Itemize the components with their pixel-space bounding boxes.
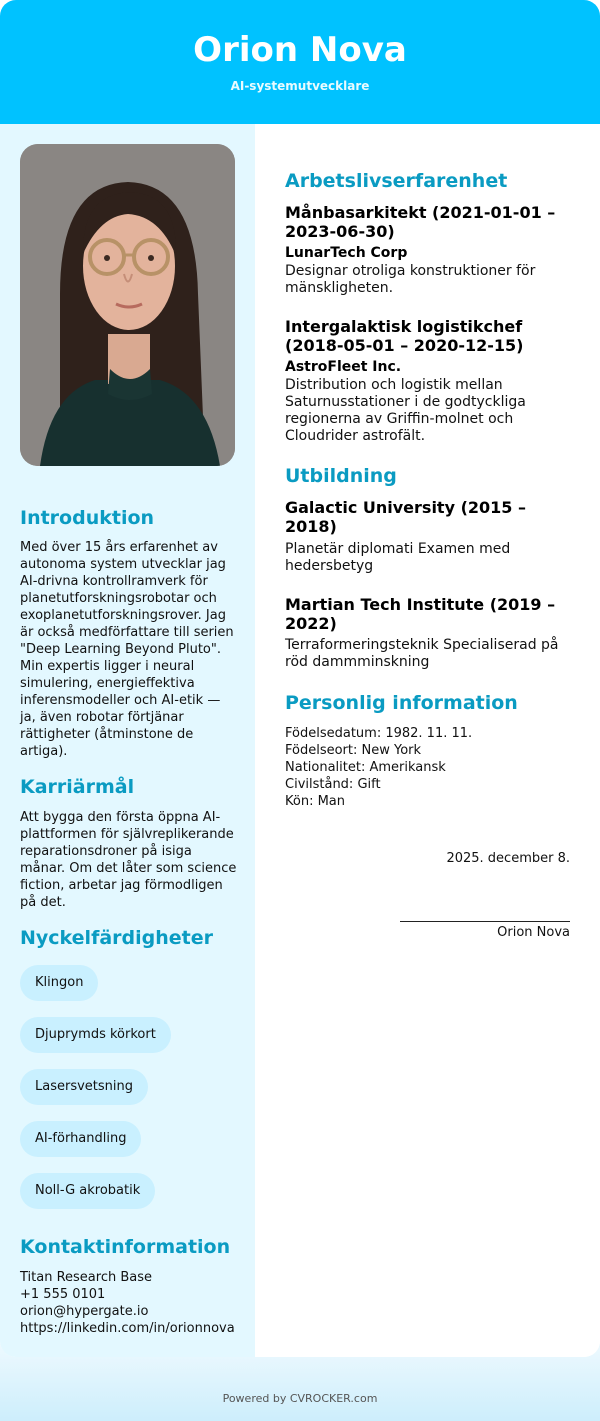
experience-heading: Arbetslivserfarenhet (285, 170, 508, 192)
job-title: Intergalaktisk logistikchef (2018-05-01 – 2020-12-15) (285, 317, 524, 355)
skill-pill: Djuprymds körkort (20, 1017, 171, 1053)
sidebar (0, 124, 255, 1357)
candidate-role: AI-systemutvecklare (230, 79, 370, 93)
personal-nationality: Nationalitet: Amerikansk (285, 760, 446, 775)
personal-civil-status: Civilstånd: Gift (285, 777, 381, 792)
contact-heading: Kontaktinformation (20, 1236, 231, 1258)
goal-text: Att bygga den första öppna AI-plattformen för självreplikerande reparationsdroner på isiga månar. Om det låter som science fiction, arbetar jag förmodligen på det. (20, 810, 237, 910)
contact-linkedin[interactable]: https://linkedin.com/in/orionnova (20, 1321, 235, 1336)
signature-line (400, 921, 570, 922)
contact-address: Titan Research Base (20, 1270, 153, 1285)
goal-heading: Karriärmål (20, 776, 135, 798)
candidate-name: Orion Nova (193, 30, 407, 70)
education-title: Galactic University (2015 – 2018) (285, 498, 526, 536)
intro-heading: Introduktion (20, 507, 155, 529)
signature-name: Orion Nova (497, 925, 570, 940)
skill-pill: Klingon (20, 965, 98, 1001)
skill-pill: AI-förhandling (20, 1121, 141, 1157)
job-title: Månbasarkitekt (2021-01-01 – 2023-06-30) (285, 203, 556, 241)
footer-credit[interactable]: Powered by CVROCKER.com (222, 1392, 378, 1405)
contact-phone[interactable]: +1 555 0101 (20, 1287, 106, 1302)
profile-photo (20, 144, 235, 466)
job-company: LunarTech Corp (285, 245, 408, 261)
portrait-image (20, 144, 235, 466)
skill-pill: Noll-G akrobatik (20, 1173, 155, 1209)
skills-heading: Nyckelfärdigheter (20, 927, 213, 949)
job-description: Distribution och logistik mellan Saturnusstationer i de godtyckliga regionerna av Griffin-molnet och Cloudrider astrofält. (285, 377, 526, 444)
personal-birthplace: Födelseort: New York (285, 743, 422, 758)
document-date: 2025. december 8. (446, 851, 570, 866)
contact-email[interactable]: orion@hypergate.io (20, 1304, 149, 1319)
skill-pill: Lasersvetsning (20, 1069, 148, 1105)
personal-birthdate: Födelsedatum: 1982. 11. 11. (285, 726, 473, 741)
education-title: Martian Tech Institute (2019 – 2022) (285, 595, 556, 633)
education-description: Planetär diplomati Examen med hedersbetyg (285, 541, 511, 574)
intro-text: Med över 15 års erfarenhet av autonoma system utvecklar jag AI-drivna kontrollramverk för planetutforskningsrobotar och exoplanetutforskningsrover. Jag är också medförfattare till serien "Deep Learning Beyond Pluto". Min expertis ligger i neural simulering, energieffektiva inferensmodeller och AI-etik — ja, även robotar förtjänar rättigheter (åtminstone de artiga). (20, 540, 234, 759)
cv-header (0, 0, 600, 124)
job-company: AstroFleet Inc. (285, 359, 402, 375)
job-description: Designar otroliga konstruktioner för mänskligheten. (285, 263, 536, 296)
main-content (255, 124, 600, 1357)
education-heading: Utbildning (285, 465, 397, 487)
personal-gender: Kön: Man (285, 794, 346, 809)
education-description: Terraformeringsteknik Specialiserad på röd dammminskning (285, 637, 559, 670)
personal-heading: Personlig information (285, 692, 518, 714)
